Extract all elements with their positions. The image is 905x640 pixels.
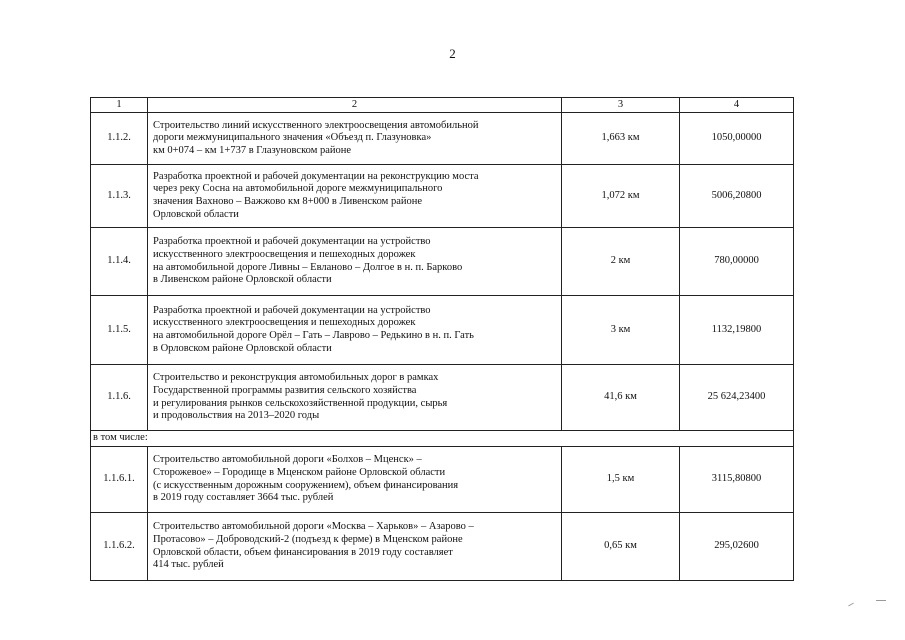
row-description: [148, 365, 562, 431]
row-amount: 780,00000: [680, 228, 794, 296]
scan-mark: [876, 600, 886, 601]
description-line: в 2019 году составляет 3664 тыс. рублей: [153, 492, 334, 504]
row-description: [148, 447, 562, 513]
row-length: 41,6 км: [562, 365, 680, 431]
row-amount: 1132,19800: [680, 296, 794, 365]
header-col-3: 3: [562, 98, 680, 113]
row-description: [148, 296, 562, 365]
description-line: значения Вахново – Важжово км 8+000 в Ливенском районе: [153, 196, 423, 207]
row-amount: 5006,20800: [680, 165, 794, 228]
row-amount: 1050,00000: [680, 113, 794, 165]
description-line: Государственной программы развития сельского хозяйства: [153, 384, 417, 396]
subheading-row: [91, 431, 794, 447]
row-amount: 3115,80800: [680, 447, 794, 513]
description-line: Разработка проектной и рабочей документации на реконструкцию моста: [153, 170, 479, 182]
row-amount: 25 624,23400: [680, 365, 794, 431]
row-length: 1,072 км: [562, 165, 680, 228]
table-header-row: [91, 98, 794, 113]
header-col-4: 4: [680, 98, 794, 113]
header-col-1: 1: [91, 98, 148, 113]
table-row: [91, 165, 794, 228]
description-line: Орловской области: [153, 208, 239, 220]
description-line: Разработка проектной и рабочей документации на устройство: [153, 236, 431, 248]
description-line: и продовольствия на 2013–2020 годы: [153, 410, 320, 422]
description-line: дороги межмуниципального значения «Объезд п. Глазуновка»: [153, 132, 432, 144]
row-length: 0,65 км: [562, 513, 680, 581]
row-length: 1,663 км: [562, 113, 680, 165]
row-number: 1.1.3.: [91, 165, 148, 228]
row-number: 1.1.4.: [91, 228, 148, 296]
row-amount: 295,02600: [680, 513, 794, 581]
description-line: на автомобильной дороге Орёл – Гать – Лаврово – Редькино в н. п. Гать: [153, 330, 474, 341]
description-line: Строительство автомобильной дороги «Болхов – Мценск» –: [153, 454, 422, 466]
row-length: 1,5 км: [562, 447, 680, 513]
description-line: 414 тыс. рублей: [153, 559, 224, 571]
row-length: 3 км: [562, 296, 680, 365]
table-row: [91, 228, 794, 296]
description-line: Сторожевое» – Городище в Мценском районе Орловской области: [153, 466, 446, 478]
row-number: 1.1.6.2.: [91, 513, 148, 581]
page-number: 2: [449, 46, 456, 61]
table-row: [91, 513, 794, 581]
description-line: Орловской области, объем финансирования в 2019 году составляет: [153, 546, 453, 558]
description-line: через реку Сосна на автомобильной дороге межмуниципального: [153, 183, 443, 195]
description-line: Строительство автомобильной дороги «Москва – Харьков» – Азарово –: [153, 521, 474, 533]
description-line: в Орловском районе Орловской области: [153, 342, 332, 354]
table-row: [91, 113, 794, 165]
description-line: и регулирования рынков сельскохозяйственной продукции, сырья: [153, 397, 448, 409]
financing-table: [90, 97, 794, 581]
table-row: [91, 447, 794, 513]
description-line: искусственного электроосвещения и пешеходных дорожек: [153, 317, 416, 329]
description-line: искусственного электроосвещения и пешеходных дорожек: [153, 248, 416, 260]
row-description: [148, 228, 562, 296]
description-line: Разработка проектной и рабочей документации на устройство: [153, 304, 431, 316]
header-col-2: 2: [148, 98, 562, 113]
row-number: 1.1.6.: [91, 365, 148, 431]
row-number: 1.1.2.: [91, 113, 148, 165]
row-description: [148, 165, 562, 228]
description-line: Строительство и реконструкция автомобильных дорог в рамках: [153, 372, 439, 384]
description-line: (с искусственным дорожным сооружением), объем финансирования: [153, 479, 459, 491]
table-row: [91, 365, 794, 431]
row-number: 1.1.6.1.: [91, 447, 148, 513]
description-line: в Ливенском районе Орловской области: [153, 274, 332, 286]
subheading: в том числе:: [91, 431, 794, 447]
row-length: 2 км: [562, 228, 680, 296]
row-description: [148, 513, 562, 581]
row-description: [148, 113, 562, 165]
table-row: [91, 296, 794, 365]
scan-mark: [848, 603, 854, 607]
description-line: Протасово» – Доброводский-2 (подъезд к ферме) в Мценском районе: [153, 533, 463, 545]
description-line: Строительство линий искусственного электроосвещения автомобильной: [153, 119, 479, 131]
description-line: км 0+074 – км 1+737 в Глазуновском районе: [153, 144, 352, 156]
description-line: на автомобильной дороге Ливны – Евланово – Долгое в н. п. Барково: [153, 261, 463, 273]
row-number: 1.1.5.: [91, 296, 148, 365]
